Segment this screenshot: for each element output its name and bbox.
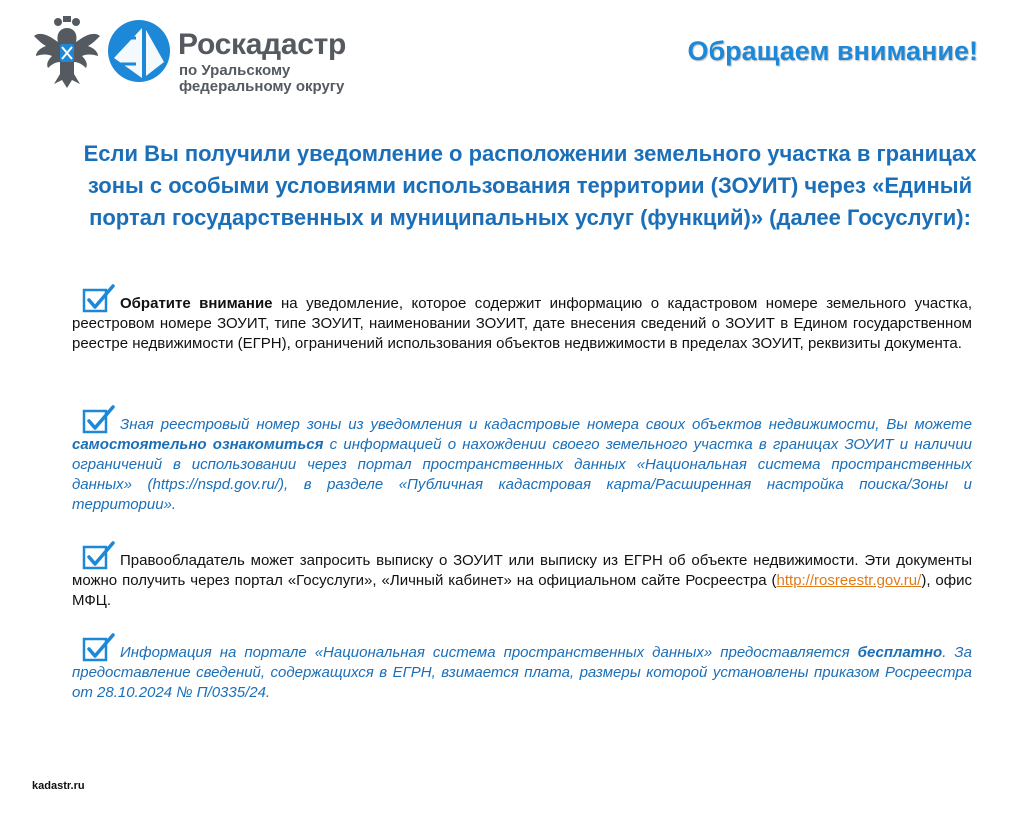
item-1-text: на уведомление, которое содержит информацию о кадастровом номере земельного участка, реестровом номере ЗОУИТ, типе ЗОУИТ, наименовании ЗОУИТ, дате внесения сведений о ЗОУИТ в Едином государственном реестре недвижимости (ЕГРН), ограничений использования объектов недвижимости в пределах ЗОУИТ, реквизиты документа. xyxy=(72,295,972,352)
item-3-text-start: Правообладатель может запросить выписку о ЗОУИТ или выписку из ЕГРН об объекте недвижимости. Эти документы можно получить через портал «Госуслуги», «Личный кабинет» на официальном сайте Росреестра ( xyxy=(72,552,972,589)
checkbox-checked-icon xyxy=(82,633,116,663)
brand-subtitle-line-2: федеральному округу xyxy=(179,78,345,95)
footer-site: kadastr.ru xyxy=(32,780,85,792)
checkbox-checked-icon xyxy=(82,405,116,435)
checkbox-checked-icon xyxy=(82,541,116,571)
item-1-bold: Обратите внимание xyxy=(120,295,273,312)
brand-subtitle-line-1: по Уральскому xyxy=(179,62,291,79)
item-2-text-start: Зная реестровый номер зоны из уведомления и кадастровые номера своих объектов недвижимости, Вы можете xyxy=(120,416,972,433)
headline: Обращаем внимание! xyxy=(687,36,978,66)
notice-item-2 xyxy=(72,405,972,515)
brand-name: Роскадастр xyxy=(178,28,347,61)
item-4-text-end: . За предоставление сведений, содержащихся в ЕГРН, взимается плата, размеры которой установлены приказом Росреестра от 28.10.2024 № П/0335/24. xyxy=(72,644,972,701)
item-2-text-end: с информацией о нахождении своего земельного участка в границах ЗОУИТ и наличии ограничений в использовании через портал пространственных данных «Национальная система пространственных данных» (https://nspd.gov.ru/), в разделе «Публичная кадастровая карта/Расширенная настройка поиска/Зоны и территории». xyxy=(72,436,972,513)
notice-item-1 xyxy=(72,284,972,354)
notice-item-4 xyxy=(72,633,972,703)
header xyxy=(0,0,1024,110)
intro-heading: Если Вы получили уведомление о расположении земельного участка в границах зоны с особыми условиями использования территории (ЗОУИТ) через «Единый портал государственных и муниципальных услуг (функций)» (далее Госуслуги): xyxy=(83,141,977,230)
roskadastr-logo-icon xyxy=(106,18,172,84)
item-2-bold: самостоятельно ознакомиться xyxy=(72,436,324,453)
brand-subtitle xyxy=(179,63,344,95)
double-headed-eagle-icon xyxy=(32,14,102,90)
item-4-bold: бесплатно xyxy=(857,644,943,661)
item-4-text-start: Информация на портале «Национальная система пространственных данных» предоставляется xyxy=(120,644,858,661)
notice-item-3 xyxy=(72,541,972,611)
item-3-text-end: ), офис МФЦ. xyxy=(72,572,972,609)
rosreestr-link[interactable]: http://rosreestr.gov.ru/ xyxy=(776,572,922,589)
checkbox-checked-icon xyxy=(82,284,116,314)
